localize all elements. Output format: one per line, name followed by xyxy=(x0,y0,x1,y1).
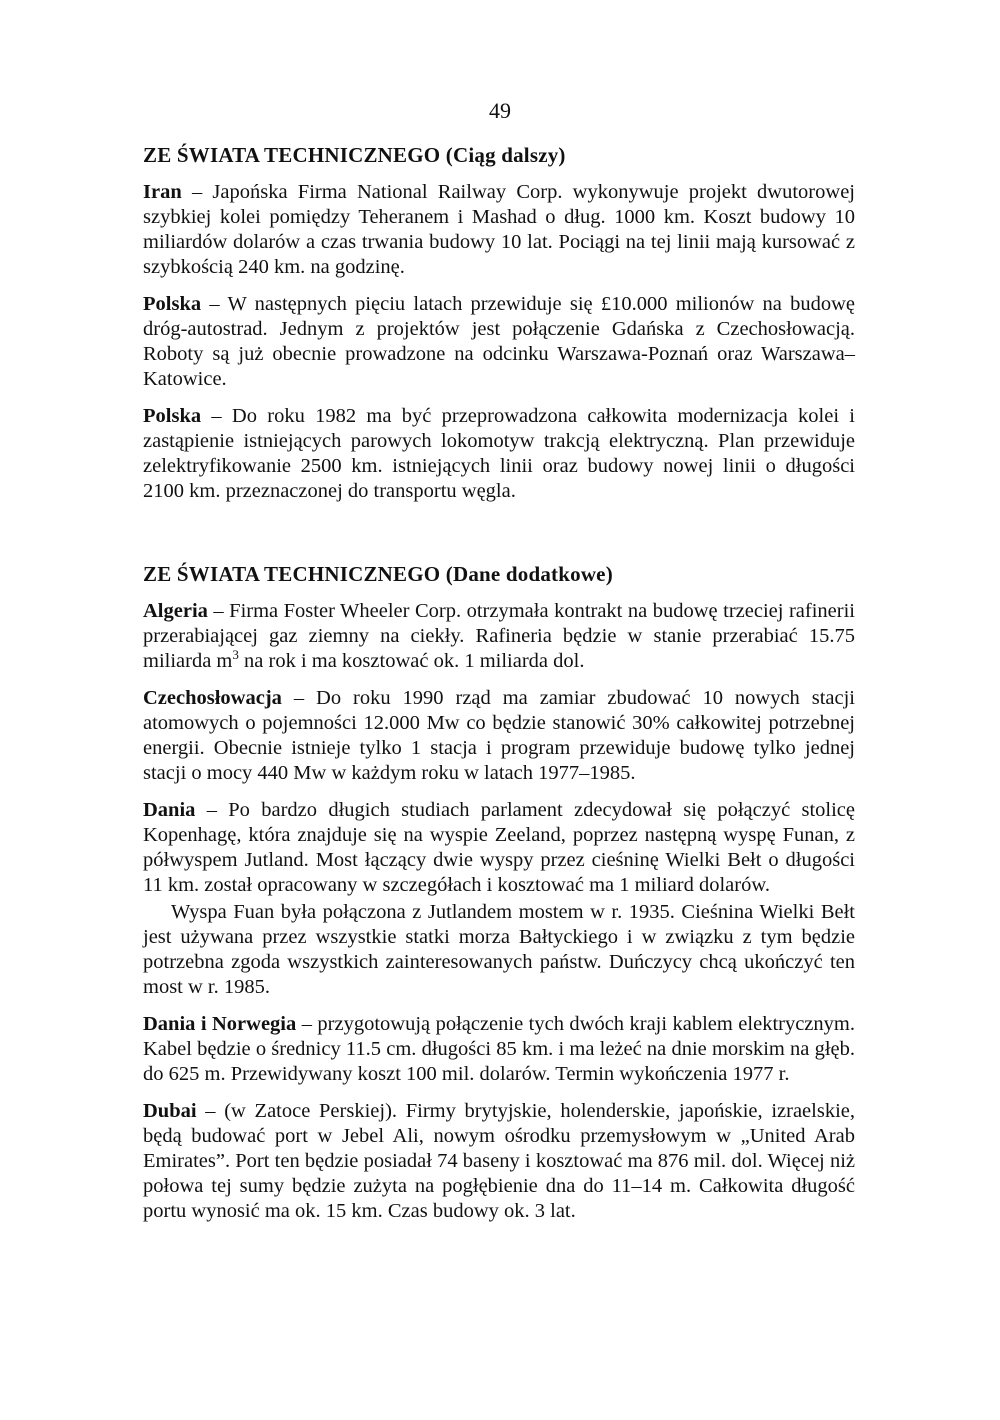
section-heading-subtitle: (Ciąg dalszy) xyxy=(445,143,566,167)
section-heading-title: ZE ŚWIATA TECHNICZNEGO xyxy=(143,562,441,586)
entry-text-cont: na rok i ma kosztować ok. 1 miliarda dol. xyxy=(238,650,585,672)
entry-lead: Polska xyxy=(143,293,202,315)
entry-dania xyxy=(143,798,855,898)
section-heading-subtitle: (Dane dodatkowe) xyxy=(445,562,613,586)
entry-text: – W następnych pięciu latach przewiduje się £10.000 milionów na budowę dróg-autostrad. Jednym z projektów jest połączenie Gdańska z Czechosłowacją. Roboty są już obecnie prowadzone na odcinku Warszawa-Poznań oraz Warszawa–Katowice. xyxy=(143,293,855,390)
entry-algeria xyxy=(143,599,855,674)
entry-text: – Japońska Firma National Railway Corp. wykonywuje projekt dwutorowej szybkiej kolei pomiędzy Teheranem i Mashad o dług. 1000 km. Koszt budowy 10 miliardów dolarów a czas trwania budowy 10 lat. Pociągi na tej linii mają kursować z szybkością 240 km. na godzinę. xyxy=(143,181,855,278)
page-content xyxy=(143,143,855,1236)
entry-lead: Dania i Norwegia xyxy=(143,1013,297,1035)
section-heading-title: ZE ŚWIATA TECHNICZNEGO xyxy=(143,143,441,167)
section-heading xyxy=(143,562,855,587)
entry-dubai xyxy=(143,1099,855,1224)
entry-text: – przygotowują połączenie tych dwóch kraji kablem elektrycznym. Kabel będzie o średnicy 11.5 cm. długości 85 km. i ma leżeć na dnie morskim na głęb. do 625 m. Przewidywany koszt 100 mil. dolarów. Termin wykończenia 1977 r. xyxy=(143,1013,855,1085)
entry-polska-roads xyxy=(143,292,855,392)
entry-lead: Dania xyxy=(143,799,196,821)
entry-dania-norwegia xyxy=(143,1012,855,1087)
entry-text: – Firma Foster Wheeler Corp. otrzymała kontrakt na budowę trzeciej rafinerii przerabiającej gaz ziemny na ciekły. Rafineria będzie w stanie przerabiać 15.75 miliarda m xyxy=(143,600,855,672)
entry-text: – (w Zatoce Perskiej). Firmy brytyjskie, holenderskie, japońskie, izraelskie, będą budować port w Jebel Ali, nowym ośrodku przemysłowym w „United Arab Emirates”. Port ten będzie posiadał 74 baseny i kosztować ma 876 mil. dol. Więcej niż połowa tej sumy będzie zużyta na pogłębienie dna do 11–14 m. Całkowita długość portu wynosić ma ok. 15 km. Czas budowy ok. 3 lat. xyxy=(143,1100,855,1222)
section-continued xyxy=(143,143,855,504)
entry-dania-continuation: Wyspa Fuan była połączona z Jutlandem mostem w r. 1935. Cieśnina Wielki Bełt jest używana przez wszystkie statki morza Bałtyckiego i w związku z tym będzie potrzebna zgoda wszystkich zainteresowanych państw. Duńczycy chcą ukończyć ten most w r. 1985. xyxy=(143,901,855,998)
section-heading xyxy=(143,143,855,168)
entry-text: – Do roku 1990 rząd ma zamiar zbudować 10 nowych stacji atomowych o pojemności 12.000 Mw co będzie stanowić 30% całkowitej potrzebnej energii. Obecnie istnieje tylko 1 stacja i program przewiduje budowę tylko jednej stacji o mocy 440 Mw w każdym roku w latach 1977–1985. xyxy=(143,687,855,784)
page-number: 49 xyxy=(489,98,511,123)
entry-polska-rail xyxy=(143,404,855,504)
entry-lead: Dubai xyxy=(143,1100,197,1122)
entry-lead: Czechosłowacja xyxy=(143,687,282,709)
superscript: 3 xyxy=(232,647,239,663)
section-spacer xyxy=(143,516,855,562)
entry-iran xyxy=(143,180,855,280)
entry-text: – Do roku 1982 ma być przeprowadzona całkowita modernizacja kolei i zastąpienie istniejących parowych lokomotyw trakcją elektryczną. Plan przewiduje zelektryfikowanie 2500 km. istniejących linii oraz budowy nowej linii o długości 2100 km. przeznaczonej do transportu węgla. xyxy=(143,405,855,502)
entry-czechoslovakia xyxy=(143,686,855,786)
section-additional xyxy=(143,562,855,1224)
entry-text: – Po bardzo długich studiach parlament zdecydował się połączyć stolicę Kopenhagę, która znajduje się na wyspie Zeeland, poprzez następną wyspę Funan, z półwyspem Jutland. Most łączący dwie wyspy przez cieśninę Wielki Bełt o długości 11 km. został opracowany w szczegółach i kosztować ma 1 miliard dolarów. xyxy=(143,799,855,896)
entry-lead: Algeria xyxy=(143,600,208,622)
entry-lead: Iran xyxy=(143,181,182,203)
entry-lead: Polska xyxy=(143,405,202,427)
